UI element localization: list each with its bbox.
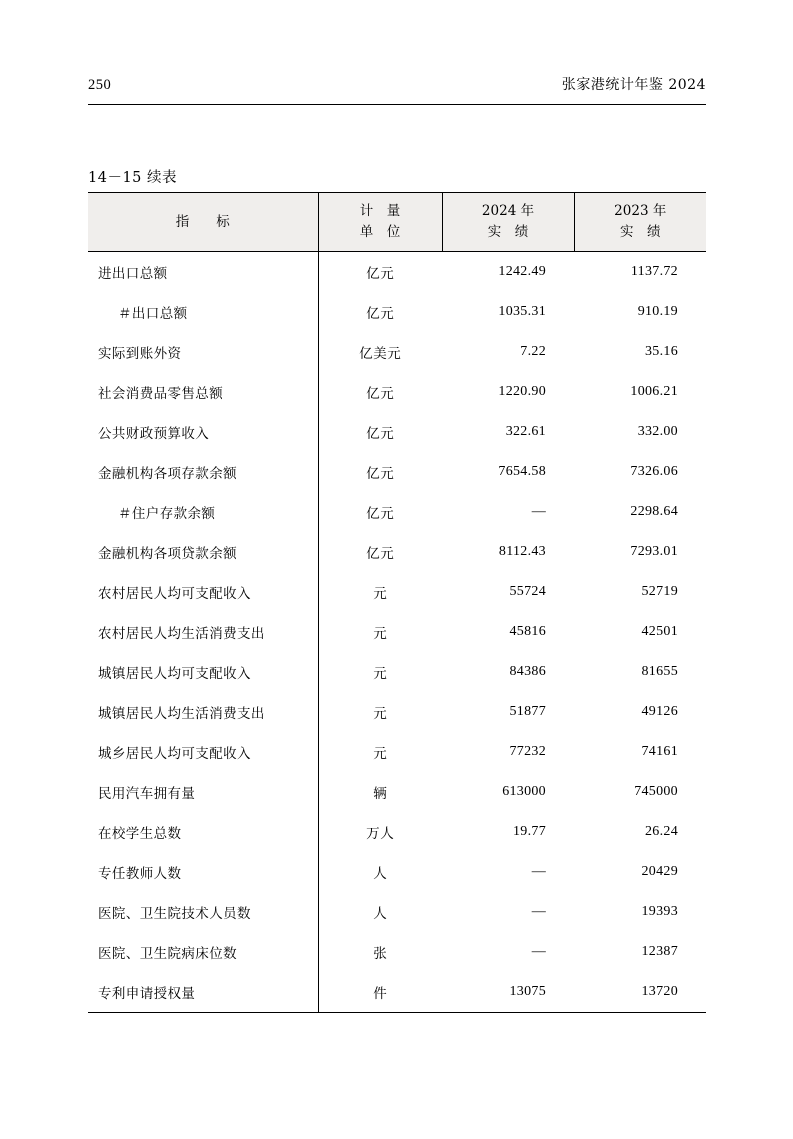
- row-value-2024: 45816: [509, 624, 546, 639]
- table-header-row: [88, 193, 706, 252]
- row-value-2023: 332.00: [637, 424, 678, 439]
- row-value-2023: 52719: [641, 584, 678, 599]
- row-indicator-label: 社会消费品零售总额: [98, 386, 224, 402]
- header-divider: [88, 104, 706, 105]
- column-header-2023-line2: 实 绩: [620, 224, 661, 240]
- table-row: [88, 692, 706, 732]
- table-row: [88, 252, 706, 293]
- row-value-2023: 7293.01: [630, 544, 678, 559]
- table-row: [88, 892, 706, 932]
- book-title: 张家港统计年鉴 2024: [561, 77, 706, 93]
- row-indicator-label: 城镇居民人均可支配收入: [98, 666, 251, 682]
- row-value-2023: 81655: [641, 664, 678, 679]
- table-row: [88, 812, 706, 852]
- row-indicator-label: 民用汽车拥有量: [98, 786, 196, 802]
- row-value-2024: —: [531, 864, 546, 879]
- row-unit: 张: [318, 932, 442, 972]
- row-indicator-label: 专任教师人数: [98, 866, 182, 882]
- row-unit: 亿元: [318, 292, 442, 332]
- row-unit: 亿元: [318, 532, 442, 572]
- row-value-2024: 51877: [509, 704, 546, 719]
- table-row: [88, 492, 706, 532]
- column-header-2024-line2: 实 绩: [487, 224, 529, 240]
- row-value-2023: 42501: [641, 624, 678, 639]
- column-header-unit: [318, 193, 442, 252]
- column-header-unit-line1: 计 量: [359, 203, 401, 220]
- row-value-2023: 7326.06: [630, 464, 678, 479]
- table-row: [88, 852, 706, 892]
- table-row: [88, 412, 706, 452]
- row-value-2023: 35.16: [645, 344, 678, 359]
- row-indicator-label: 城镇居民人均生活消费支出: [98, 706, 265, 722]
- row-indicator-label: 城乡居民人均可支配收入: [98, 746, 251, 762]
- row-indicator-label: 金融机构各项存款余额: [98, 466, 237, 482]
- row-value-2024: 77232: [509, 744, 546, 759]
- row-indicator-label: 金融机构各项贷款余额: [98, 546, 237, 562]
- row-unit: 元: [318, 692, 442, 732]
- row-unit: 亿元: [318, 412, 442, 452]
- row-value-2023: 910.19: [637, 304, 678, 319]
- column-header-2024-line1: 2024 年: [481, 203, 535, 220]
- row-indicator-label: 医院、卫生院病床位数: [98, 946, 237, 962]
- row-value-2023: 13720: [574, 972, 706, 1013]
- statistics-table-wrapper: [88, 192, 706, 1013]
- row-unit: 人: [318, 852, 442, 892]
- table-row: [88, 572, 706, 612]
- row-value-2023: 1137.72: [630, 264, 678, 279]
- page-header: [88, 74, 706, 94]
- table-row: [88, 932, 706, 972]
- row-unit: 元: [318, 652, 442, 692]
- row-value-2023: 26.24: [645, 824, 678, 839]
- table-row: [88, 772, 706, 812]
- row-value-2024: —: [531, 904, 546, 919]
- table-row: [88, 732, 706, 772]
- table-caption: 14－15 续表: [88, 170, 178, 186]
- row-indicator-label: 公共财政预算收入: [98, 426, 210, 442]
- row-value-2024: 322.61: [505, 424, 546, 439]
- table-row: [88, 292, 706, 332]
- column-header-2023-line1: 2023 年: [614, 203, 667, 220]
- row-indicator-label: ＃出口总额: [118, 306, 188, 322]
- table-row: [88, 532, 706, 572]
- row-value-2024: 55724: [509, 584, 546, 599]
- row-unit: 亿元: [318, 372, 442, 412]
- row-unit: 亿美元: [318, 332, 442, 372]
- column-header-unit-line2: 单 位: [359, 224, 401, 240]
- column-header-indicator: [88, 193, 318, 252]
- table-row: [88, 332, 706, 372]
- column-header-indicator-line1: 指 标: [175, 213, 230, 230]
- row-value-2024: 13075: [442, 972, 574, 1013]
- row-value-2024: 84386: [509, 664, 546, 679]
- row-value-2024: 7654.58: [498, 464, 546, 479]
- row-unit: 辆: [318, 772, 442, 812]
- row-value-2024: 19.77: [513, 824, 546, 839]
- row-unit: 亿元: [318, 452, 442, 492]
- table-row: [88, 612, 706, 652]
- row-value-2023: 2298.64: [630, 504, 678, 519]
- table-row: [88, 652, 706, 692]
- row-indicator-label: 农村居民人均可支配收入: [98, 586, 251, 602]
- table-row: [88, 972, 706, 1013]
- row-indicator-label: 专利申请授权量: [88, 972, 318, 1013]
- row-indicator-label: 医院、卫生院技术人员数: [98, 906, 251, 922]
- row-unit: 元: [318, 732, 442, 772]
- column-header-2024: [442, 193, 574, 252]
- table-row: [88, 452, 706, 492]
- row-unit: 件: [318, 972, 442, 1013]
- row-value-2024: 1035.31: [498, 304, 546, 319]
- row-unit: 元: [318, 572, 442, 612]
- row-value-2023: 74161: [641, 744, 678, 759]
- table-row: [88, 372, 706, 412]
- row-unit: 人: [318, 892, 442, 932]
- row-value-2023: 12387: [641, 944, 678, 959]
- row-value-2024: 613000: [502, 784, 546, 799]
- page-number: 250: [88, 77, 112, 93]
- row-value-2024: 1242.49: [498, 264, 546, 279]
- statistics-table: [88, 192, 706, 1013]
- row-unit: 元: [318, 612, 442, 652]
- row-value-2024: —: [531, 504, 546, 519]
- row-value-2023: 19393: [641, 904, 678, 919]
- row-value-2024: 7.22: [520, 344, 546, 359]
- row-unit: 亿元: [318, 252, 442, 293]
- row-indicator-label: 实际到账外资: [98, 346, 182, 362]
- column-header-2023: [574, 193, 706, 252]
- row-unit: 万人: [318, 812, 442, 852]
- row-indicator-label: 进出口总额: [98, 266, 168, 282]
- row-indicator-label: ＃住户存款余额: [118, 506, 216, 522]
- row-unit: 亿元: [318, 492, 442, 532]
- row-value-2024: 1220.90: [498, 384, 546, 399]
- row-value-2023: 49126: [641, 704, 678, 719]
- row-value-2024: —: [531, 944, 546, 959]
- row-value-2023: 20429: [641, 864, 678, 879]
- row-indicator-label: 农村居民人均生活消费支出: [98, 626, 265, 642]
- table-body: [88, 252, 706, 1013]
- row-indicator-label: 在校学生总数: [98, 826, 182, 842]
- row-value-2024: 8112.43: [498, 544, 546, 559]
- row-value-2023: 745000: [634, 784, 678, 799]
- row-value-2023: 1006.21: [630, 384, 678, 399]
